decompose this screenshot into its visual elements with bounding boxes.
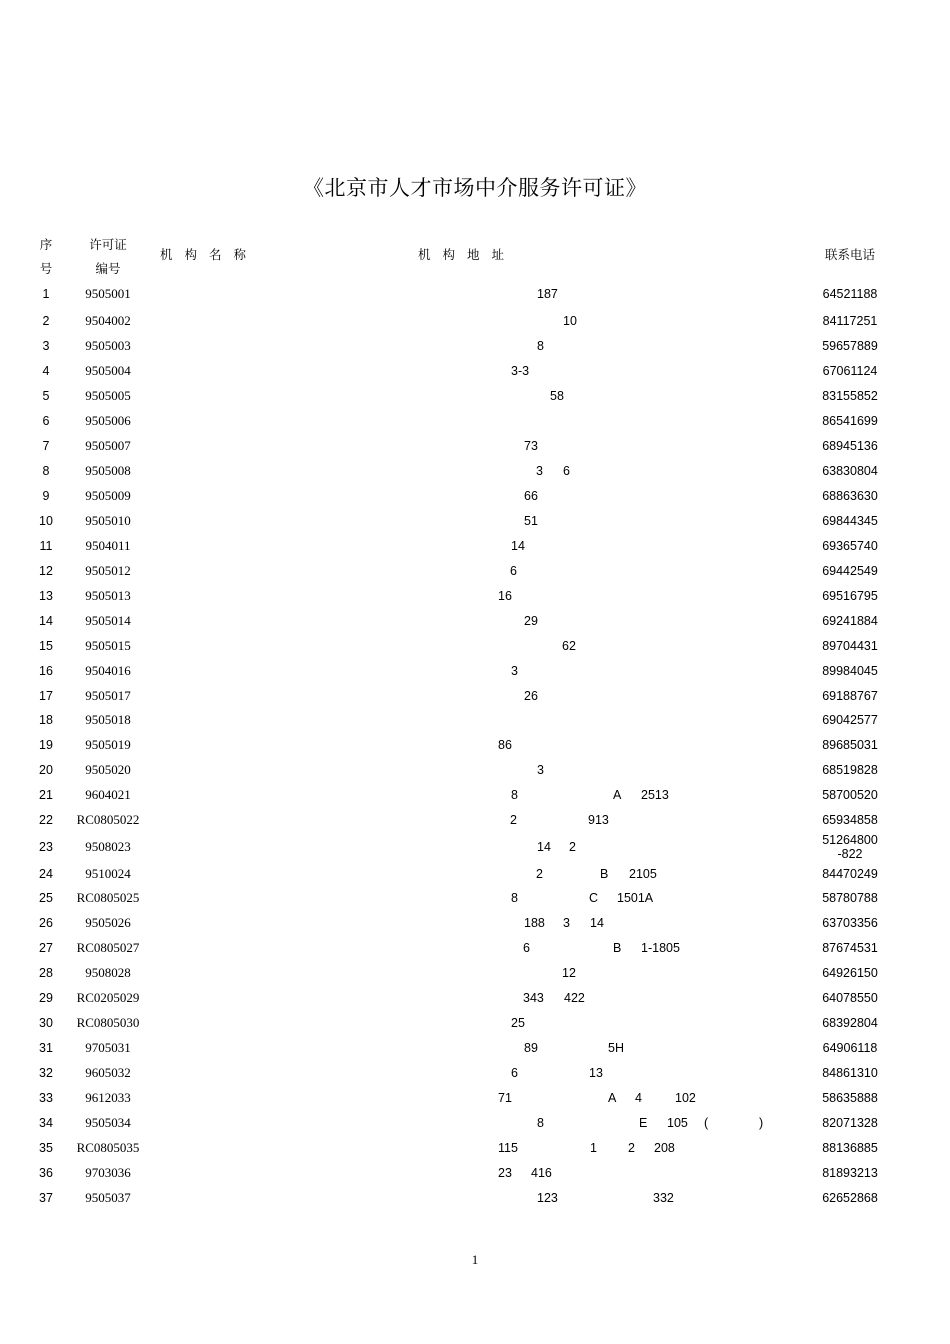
row-phone-number: 64926150 xyxy=(822,966,878,980)
row-phone-number: 68392804 xyxy=(822,1016,878,1030)
header-phone: 联系电话 xyxy=(824,247,875,262)
row-phone-number: 89984045 xyxy=(822,664,878,678)
row-license: 9505013 xyxy=(85,588,131,603)
row-seq: 15 xyxy=(39,639,53,653)
row-phone xyxy=(808,464,892,478)
table-row xyxy=(0,709,950,734)
row-phone xyxy=(808,916,892,930)
row-seq: 31 xyxy=(39,1041,53,1055)
row-address-part: ( xyxy=(704,1116,709,1130)
row-address-part: E xyxy=(639,1116,648,1130)
row-address-part: 3-3 xyxy=(511,364,530,378)
row-address-part: 71 xyxy=(498,1091,512,1105)
table-row xyxy=(0,310,950,335)
row-address-part: 12 xyxy=(562,966,576,980)
row-address-part: 6 xyxy=(511,1066,518,1080)
row-address-part: 29 xyxy=(524,614,538,628)
row-address-part: 73 xyxy=(524,439,538,453)
row-phone xyxy=(808,689,892,703)
row-license: RC0805030 xyxy=(76,1015,140,1030)
row-address-part: 6 xyxy=(510,564,517,578)
row-address-part: A xyxy=(608,1091,617,1105)
row-phone-number: 82071328 xyxy=(822,1116,878,1130)
row-seq: 14 xyxy=(39,614,53,628)
row-phone xyxy=(808,539,892,553)
row-seq: 35 xyxy=(39,1141,53,1155)
table-row xyxy=(0,283,950,308)
row-phone-number: 51264800 xyxy=(822,833,878,847)
row-seq: 25 xyxy=(39,891,53,905)
row-license: 9505018 xyxy=(85,712,131,727)
row-address-part: 6 xyxy=(523,941,530,955)
row-phone xyxy=(808,713,892,727)
row-seq: 17 xyxy=(39,689,53,703)
row-address-part: 2105 xyxy=(629,867,657,881)
row-address-part: 123 xyxy=(537,1191,558,1205)
row-address-part: 1501A xyxy=(617,891,654,905)
row-license: 9505001 xyxy=(85,286,131,301)
row-license: 9505012 xyxy=(85,563,131,578)
row-phone-extension: -822 xyxy=(837,847,863,861)
row-phone-number: 84117251 xyxy=(822,314,878,328)
row-phone-number: 64521188 xyxy=(822,287,878,301)
row-address-part: 3 xyxy=(536,464,543,478)
row-license: 9605032 xyxy=(85,1065,131,1080)
row-phone-number: 68519828 xyxy=(822,763,878,777)
row-phone-number: 58700520 xyxy=(822,788,878,802)
table-row xyxy=(0,385,950,410)
row-phone-number: 67061124 xyxy=(822,364,878,378)
row-license: 9504002 xyxy=(85,313,131,328)
row-seq: 16 xyxy=(39,664,53,678)
row-license: 9505004 xyxy=(85,363,131,378)
row-seq: 23 xyxy=(39,840,53,854)
row-seq: 4 xyxy=(42,364,50,378)
table-row xyxy=(0,610,950,635)
row-address-part: 115 xyxy=(498,1141,518,1155)
row-address-part: 913 xyxy=(588,813,609,827)
row-phone-number: 69188767 xyxy=(822,689,878,703)
page-number: 1 xyxy=(471,1252,479,1267)
header-seq-line1: 序 xyxy=(39,237,53,252)
row-license: 9703036 xyxy=(85,1165,131,1180)
row-phone-number: 81893213 xyxy=(822,1166,878,1180)
header-license xyxy=(78,233,138,281)
row-seq: 22 xyxy=(39,813,53,827)
row-seq: 27 xyxy=(39,941,53,955)
table-row xyxy=(0,833,950,861)
row-address-part: 2513 xyxy=(641,788,669,802)
row-license: 9604021 xyxy=(85,787,131,802)
row-phone-number: 62652868 xyxy=(822,1191,878,1205)
row-license: 9505007 xyxy=(85,438,131,453)
row-address-part: 2 xyxy=(569,840,576,854)
row-license: 9505003 xyxy=(85,338,131,353)
row-phone xyxy=(808,564,892,578)
table-row xyxy=(0,809,950,834)
table-row xyxy=(0,360,950,385)
row-phone-number: 69844345 xyxy=(822,514,878,528)
table-row xyxy=(0,887,950,912)
row-address-part: 25 xyxy=(511,1016,525,1030)
row-phone xyxy=(808,813,892,827)
row-address-part: 3 xyxy=(511,664,518,678)
table-row xyxy=(0,1112,950,1137)
row-phone-number: 58635888 xyxy=(822,1091,878,1105)
row-phone xyxy=(808,489,892,503)
row-license: 9505026 xyxy=(85,915,131,930)
header-seq-line2: 号 xyxy=(39,261,53,276)
page-title: 《北京市人才市场中介服务许可证》 xyxy=(303,176,647,200)
table-row xyxy=(0,962,950,987)
row-license: 9505009 xyxy=(85,488,131,503)
row-address-part: 3 xyxy=(563,916,570,930)
row-phone xyxy=(808,389,892,403)
row-license: RC0805022 xyxy=(76,812,140,827)
row-phone xyxy=(808,414,892,428)
row-seq: 3 xyxy=(42,339,50,353)
row-phone-number: 63830804 xyxy=(822,464,878,478)
row-phone xyxy=(808,966,892,980)
row-address-part: 8 xyxy=(511,788,518,802)
table-row xyxy=(0,660,950,685)
header-name: 机构名称 xyxy=(160,247,259,262)
table-row xyxy=(0,1062,950,1087)
row-seq: 10 xyxy=(39,514,53,528)
row-seq: 29 xyxy=(39,991,53,1005)
row-seq: 32 xyxy=(39,1066,53,1080)
row-phone-number: 88136885 xyxy=(822,1141,878,1155)
row-address-part: 86 xyxy=(498,738,512,752)
row-seq: 6 xyxy=(42,414,50,428)
row-license: 9505010 xyxy=(85,513,131,528)
row-phone xyxy=(808,314,892,328)
row-address-part: 14 xyxy=(537,840,551,854)
row-address-part: 3 xyxy=(537,763,544,777)
header-address: 机构地址 xyxy=(418,247,517,262)
row-phone-number: 64906118 xyxy=(822,1041,878,1055)
row-license: 9505015 xyxy=(85,638,131,653)
table-row xyxy=(0,435,950,460)
row-seq: 34 xyxy=(39,1116,53,1130)
row-seq: 20 xyxy=(39,763,53,777)
row-seq: 12 xyxy=(39,564,53,578)
table-row xyxy=(0,1012,950,1037)
row-address-part: 62 xyxy=(562,639,576,653)
row-phone xyxy=(808,763,892,777)
row-phone xyxy=(808,1016,892,1030)
row-phone xyxy=(808,738,892,752)
row-license: 9504016 xyxy=(85,663,131,678)
row-address-part: 1 xyxy=(590,1141,597,1155)
row-phone xyxy=(808,614,892,628)
row-address-part: 2 xyxy=(628,1141,635,1155)
row-license: 9505005 xyxy=(85,388,131,403)
row-phone xyxy=(808,941,892,955)
row-phone-number: 83155852 xyxy=(822,389,878,403)
row-phone-number: 65934858 xyxy=(822,813,878,827)
row-phone-number: 59657889 xyxy=(822,339,878,353)
row-seq: 1 xyxy=(42,287,50,301)
row-address-part: 8 xyxy=(537,1116,544,1130)
table-row xyxy=(0,585,950,610)
row-phone xyxy=(808,589,892,603)
row-license: 9505014 xyxy=(85,613,131,628)
row-address-part: 2 xyxy=(536,867,543,881)
row-phone-number: 89704431 xyxy=(822,639,878,653)
row-license: 9505034 xyxy=(85,1115,131,1130)
row-license: 9505019 xyxy=(85,737,131,752)
row-seq: 30 xyxy=(39,1016,53,1030)
row-license: 9705031 xyxy=(85,1040,131,1055)
table-row xyxy=(0,1087,950,1112)
row-address-part: 89 xyxy=(524,1041,538,1055)
table-row xyxy=(0,485,950,510)
row-seq: 33 xyxy=(39,1091,53,1105)
row-seq: 7 xyxy=(42,439,50,453)
row-address-part: 13 xyxy=(589,1066,603,1080)
table-row xyxy=(0,410,950,435)
row-seq: 13 xyxy=(39,589,53,603)
row-address-part: 102 xyxy=(675,1091,696,1105)
row-address-part: 343 xyxy=(523,991,544,1005)
row-license: 9504011 xyxy=(85,538,131,553)
row-phone xyxy=(808,788,892,802)
row-phone-number: 84861310 xyxy=(822,1066,878,1080)
row-phone xyxy=(808,639,892,653)
table-row xyxy=(0,635,950,660)
row-license: 9505008 xyxy=(85,463,131,478)
row-phone-number: 58780788 xyxy=(822,891,878,905)
row-license: 9505017 xyxy=(85,688,131,703)
row-address-part: 14 xyxy=(511,539,525,553)
row-address-part: 2 xyxy=(510,813,517,827)
row-license: 9510024 xyxy=(85,866,131,881)
row-phone xyxy=(808,339,892,353)
row-address-part: 51 xyxy=(524,514,538,528)
row-license: RC0805025 xyxy=(76,890,140,905)
table-row xyxy=(0,784,950,809)
row-address-part: 208 xyxy=(654,1141,675,1155)
row-phone xyxy=(808,364,892,378)
row-phone-number: 69365740 xyxy=(822,539,878,553)
row-seq: 9 xyxy=(42,489,50,503)
row-phone-number: 89685031 xyxy=(822,738,878,752)
table-row xyxy=(0,1037,950,1062)
table-row xyxy=(0,510,950,535)
row-address-part: A xyxy=(613,788,622,802)
row-license: 9612033 xyxy=(85,1090,131,1105)
row-phone-number: 69042577 xyxy=(822,713,878,727)
table-row xyxy=(0,535,950,560)
row-seq: 24 xyxy=(39,867,53,881)
row-phone-number: 87674531 xyxy=(822,941,878,955)
table-row xyxy=(0,912,950,937)
row-address-part: 4 xyxy=(635,1091,642,1105)
table-row xyxy=(0,560,950,585)
row-phone-number: 63703356 xyxy=(822,916,878,930)
table-row xyxy=(0,460,950,485)
row-seq: 28 xyxy=(39,966,53,980)
row-phone-number: 84470249 xyxy=(822,867,878,881)
row-phone xyxy=(808,514,892,528)
row-seq: 37 xyxy=(39,1191,53,1205)
row-license: 9508023 xyxy=(85,839,131,854)
table-row xyxy=(0,734,950,759)
row-address-part: 14 xyxy=(590,916,604,930)
row-address-part: 8 xyxy=(511,891,518,905)
header-license-line1: 许可证 xyxy=(89,237,127,252)
table-row xyxy=(0,685,950,710)
row-seq: 2 xyxy=(42,314,50,328)
row-seq: 36 xyxy=(39,1166,53,1180)
row-address-part: 105 xyxy=(667,1116,688,1130)
row-seq: 5 xyxy=(42,389,50,403)
row-seq: 18 xyxy=(39,713,53,727)
row-phone-number: 86541699 xyxy=(822,414,878,428)
row-address-part: 66 xyxy=(524,489,538,503)
row-phone xyxy=(808,1091,892,1105)
row-seq: 11 xyxy=(39,539,53,553)
row-license: RC0205029 xyxy=(76,990,140,1005)
row-address-part: ) xyxy=(759,1116,764,1130)
row-phone-number: 68945136 xyxy=(822,439,878,453)
row-license: 9505006 xyxy=(85,413,131,428)
row-seq: 26 xyxy=(39,916,53,930)
row-phone xyxy=(808,439,892,453)
row-phone-number: 64078550 xyxy=(822,991,878,1005)
row-address-part: B xyxy=(600,867,609,881)
row-phone xyxy=(808,1191,892,1205)
row-phone xyxy=(808,891,892,905)
row-license: RC0805035 xyxy=(76,1140,140,1155)
row-phone xyxy=(808,1066,892,1080)
row-address-part: 58 xyxy=(550,389,564,403)
table-row xyxy=(0,937,950,962)
row-address-part: 23 xyxy=(498,1166,512,1180)
row-phone-number: 69241884 xyxy=(822,614,878,628)
table-row xyxy=(0,335,950,360)
table-row xyxy=(0,759,950,784)
row-seq: 21 xyxy=(39,788,53,802)
row-license: RC0805027 xyxy=(76,940,140,955)
row-license: 9508028 xyxy=(85,965,131,980)
row-phone xyxy=(808,867,892,881)
row-phone xyxy=(808,1141,892,1155)
table-row xyxy=(0,1162,950,1187)
table-row xyxy=(0,863,950,888)
row-address-part: 26 xyxy=(524,689,538,703)
row-phone xyxy=(808,287,892,301)
row-address-part: 6 xyxy=(563,464,570,478)
row-phone xyxy=(808,1116,892,1130)
row-phone-number: 69442549 xyxy=(822,564,878,578)
table-row xyxy=(0,1187,950,1212)
row-address-part: 1-1805 xyxy=(641,941,680,955)
row-address-part: 5H xyxy=(608,1041,624,1055)
row-address-part: 188 xyxy=(524,916,545,930)
row-address-part: 332 xyxy=(653,1191,674,1205)
row-phone-number: 69516795 xyxy=(822,589,878,603)
row-phone-number: 68863630 xyxy=(822,489,878,503)
row-address-part: B xyxy=(613,941,622,955)
row-address-part: 416 xyxy=(531,1166,552,1180)
row-address-part: C xyxy=(589,891,599,905)
row-phone xyxy=(808,1041,892,1055)
row-seq: 8 xyxy=(42,464,50,478)
row-phone xyxy=(808,1166,892,1180)
row-seq: 19 xyxy=(39,738,53,752)
header-seq xyxy=(30,233,62,281)
row-license: 9505037 xyxy=(85,1190,131,1205)
row-phone xyxy=(808,833,892,861)
row-address-part: 16 xyxy=(498,589,512,603)
table-row xyxy=(0,987,950,1012)
row-address-part: 8 xyxy=(537,339,544,353)
row-address-part: 10 xyxy=(563,314,577,328)
row-phone xyxy=(808,664,892,678)
row-address-part: 187 xyxy=(537,287,558,301)
row-address-part: 422 xyxy=(564,991,585,1005)
header-license-line2: 编号 xyxy=(95,261,121,276)
row-license: 9505020 xyxy=(85,762,131,777)
row-phone xyxy=(808,991,892,1005)
table-row xyxy=(0,1137,950,1162)
